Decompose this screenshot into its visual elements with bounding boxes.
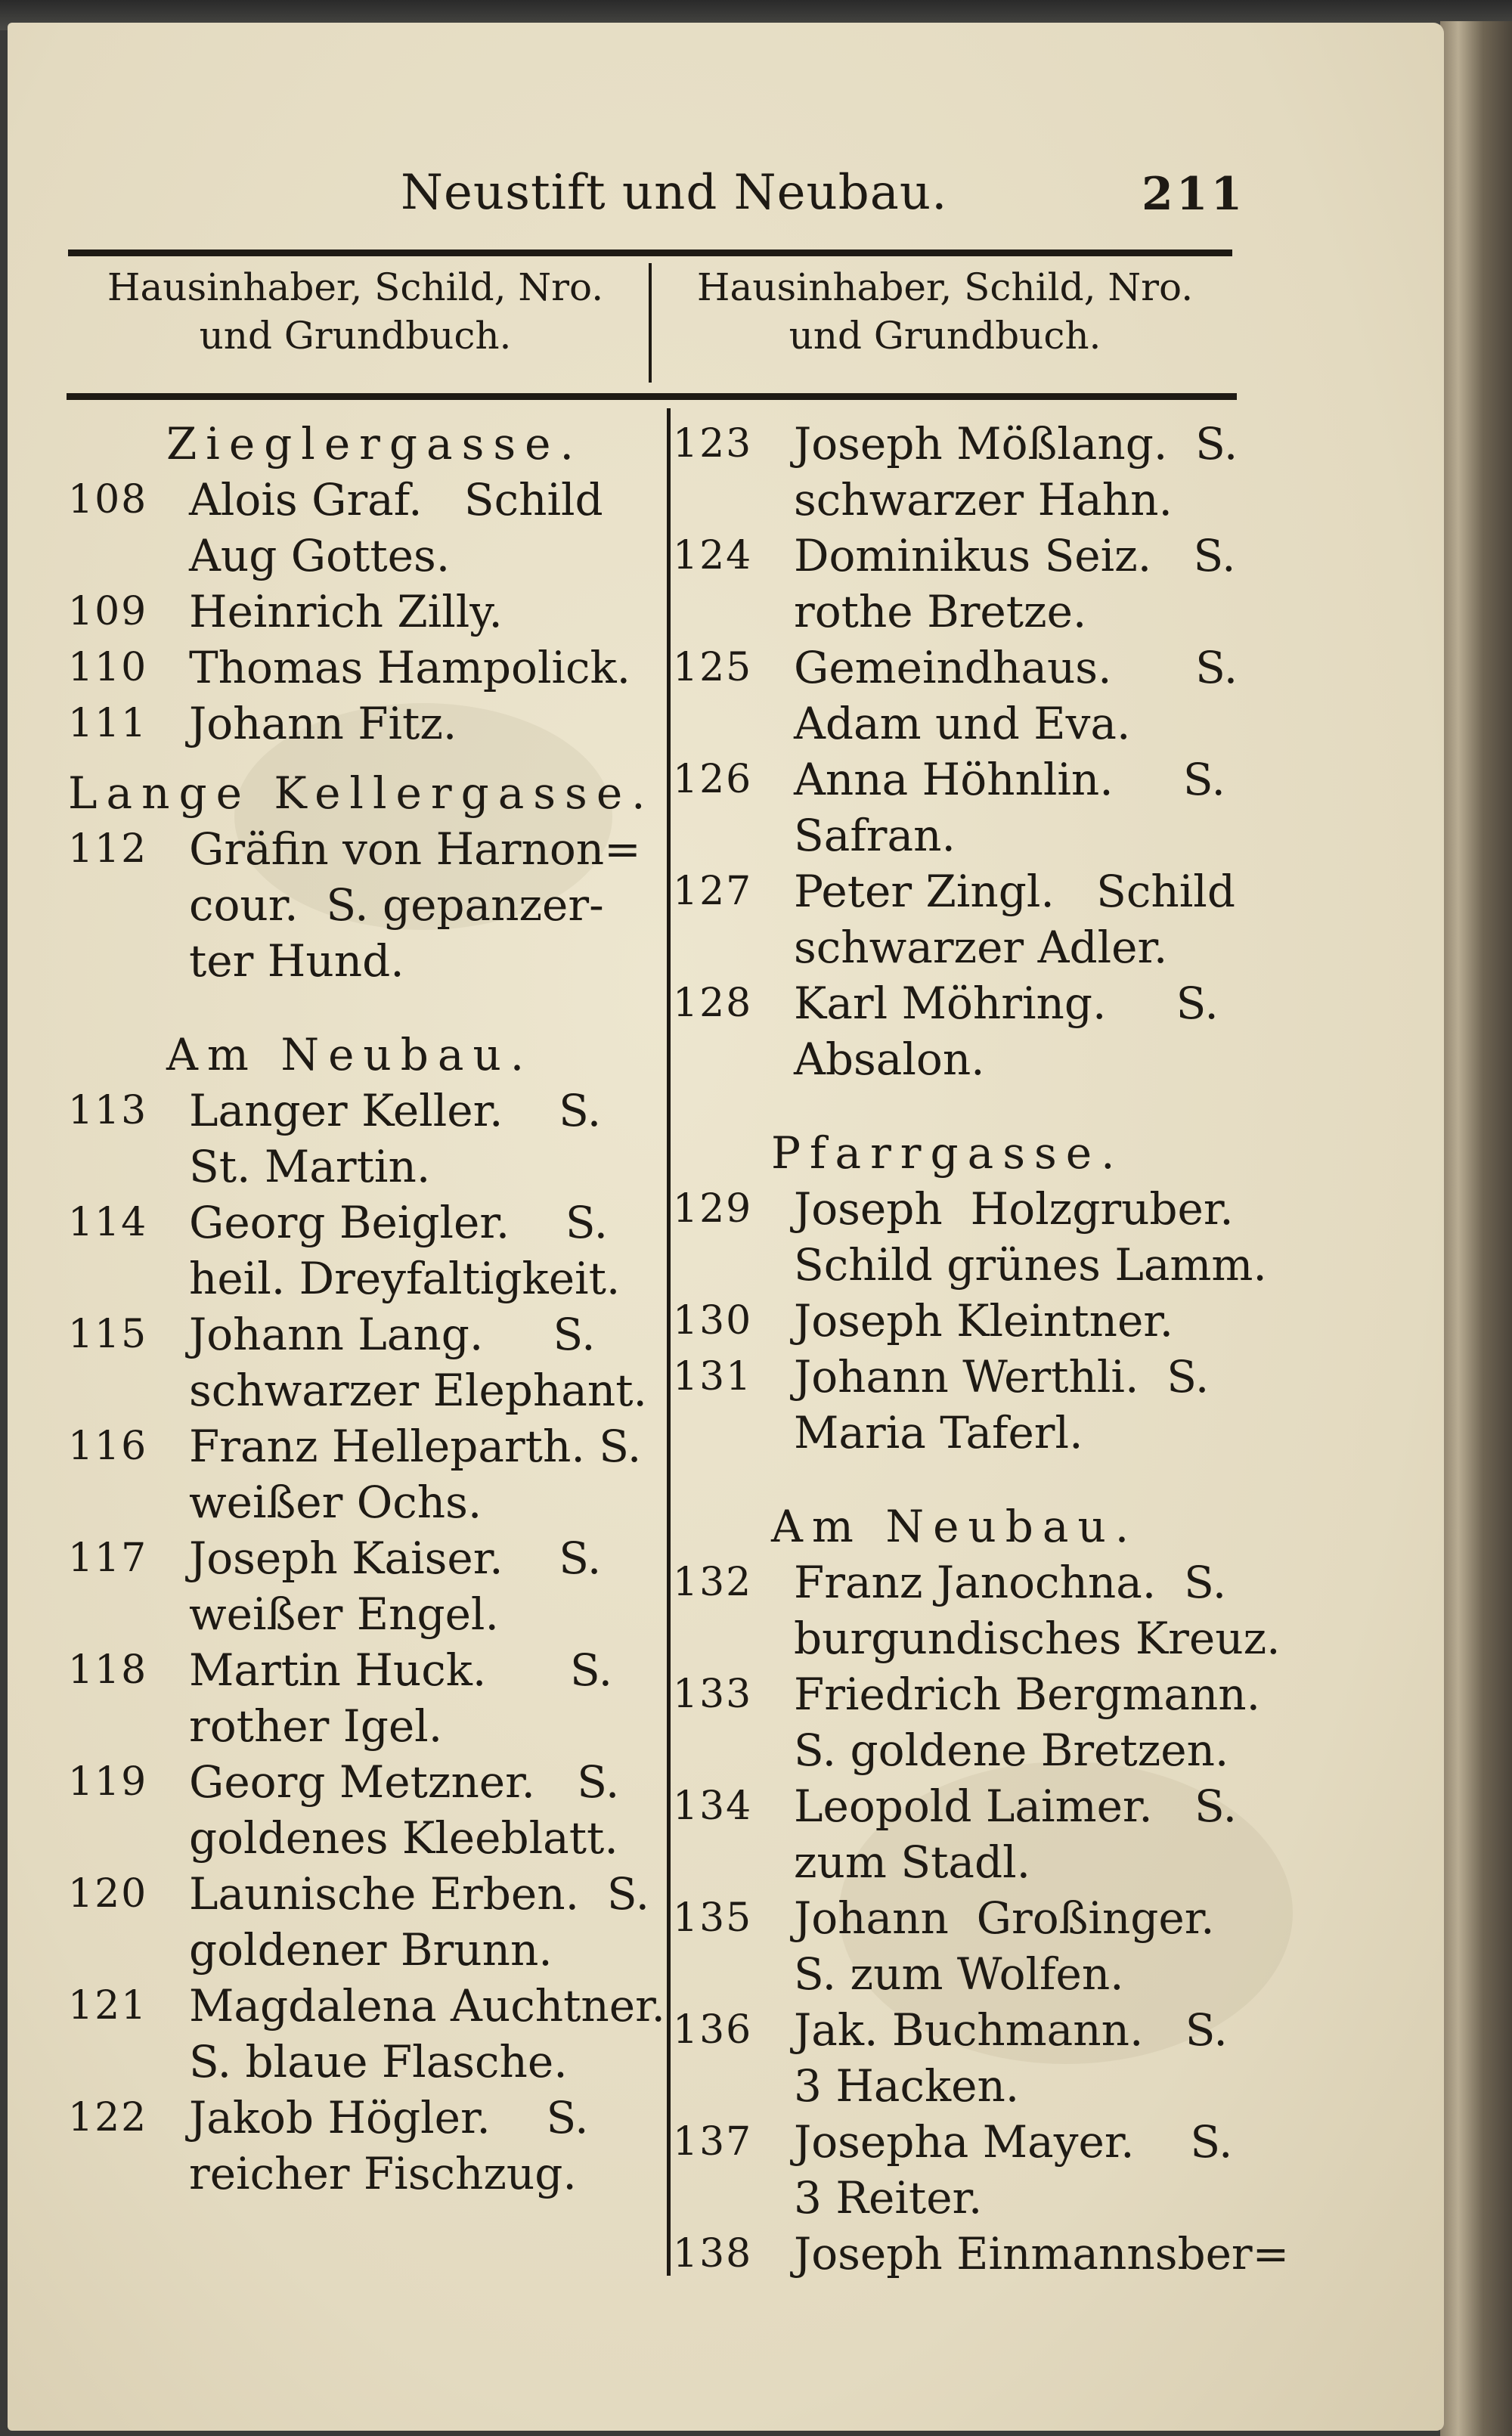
entry-line: Franz Helleparth. S. [189, 1421, 642, 1472]
house-number: 125 [673, 645, 753, 690]
house-number: 122 [68, 2095, 148, 2140]
entry-line: S. goldene Bretzen. [794, 1725, 1229, 1776]
entry-line: Anna Höhnlin. S. [794, 754, 1225, 805]
entry-line: schwarzer Hahn. [794, 474, 1173, 525]
house-entry [673, 1293, 1270, 1349]
entry-line: schwarzer Adler. [794, 922, 1168, 973]
table-header-left [68, 263, 643, 360]
section-gap [673, 1087, 1270, 1125]
house-number: 132 [673, 1560, 753, 1605]
house-number: 137 [673, 2119, 753, 2165]
section-gap [673, 1461, 1270, 1498]
column-divider [667, 408, 671, 2276]
house-entry [673, 1778, 1270, 1890]
house-entry [68, 1530, 665, 1642]
house-entry [68, 584, 665, 640]
house-number: 128 [673, 981, 753, 1026]
entry-line: schwarzer Elephant. [189, 1365, 647, 1416]
entry-line: burgundisches Kreuz. [794, 1613, 1281, 1664]
house-entry [673, 1666, 1270, 1778]
entry-line: zum Stadl. [794, 1836, 1031, 1888]
house-number: 111 [68, 701, 148, 746]
house-entry [68, 1418, 665, 1530]
entry-line: Aug Gottes. [189, 530, 451, 581]
house-number: 116 [68, 1424, 148, 1469]
table-header [68, 263, 1232, 384]
entry-line: Georg Beigler. S. [189, 1197, 609, 1248]
entry-line: Joseph Einmannsber= [794, 2228, 1290, 2279]
header-left-line-2: und Grundbuch. [199, 314, 512, 358]
house-entry [673, 640, 1270, 752]
entry-line: Schild grünes Lamm. [794, 1239, 1267, 1291]
house-entry [673, 2226, 1290, 2282]
street-heading: Pfarrgasse. [771, 1127, 1124, 1179]
entry-line: Heinrich Zilly. [189, 586, 503, 637]
entry-line: Adam und Eva. [794, 698, 1131, 749]
house-entry [68, 1866, 665, 1978]
header-left-line-1: Hausinhaber, Schild, Nro. [107, 265, 604, 309]
header-right-line-1: Hausinhaber, Schild, Nro. [696, 265, 1194, 309]
house-number: 120 [68, 1871, 148, 1917]
entry-line: rother Igel. [189, 1700, 443, 1752]
street-heading: Am Neubau. [771, 1501, 1139, 1552]
entry-line: Jakob Högler. S. [189, 2092, 589, 2143]
entry-line: Josepha Mayer. S. [794, 2116, 1233, 2168]
section-gap [68, 989, 665, 1027]
house-number: 124 [673, 533, 753, 578]
entry-line: Johann Werthli. S. [794, 1351, 1210, 1402]
house-entry [68, 1978, 665, 2090]
entry-line: Joseph Kaiser. S. [189, 1533, 602, 1584]
house-number: 117 [68, 1536, 148, 1581]
house-entry [68, 1195, 665, 1306]
entry-line: Gemeindhaus. S. [794, 642, 1238, 693]
house-number: 126 [673, 757, 753, 802]
header-column-divider [649, 263, 652, 383]
house-number: 131 [673, 1354, 753, 1399]
house-entry [673, 863, 1270, 975]
house-entry [673, 1349, 1270, 1461]
entry-line: Dominikus Seiz. S. [794, 530, 1236, 581]
house-entry [673, 1181, 1270, 1293]
entry-line: Jak. Buchmann. S. [794, 2004, 1228, 2056]
entry-line: Alois Graf. Schild [189, 474, 603, 525]
entry-line: 3 Reiter. [794, 2172, 983, 2224]
entry-line: Gräfin von Harnon= [189, 823, 641, 875]
house-entry [673, 2002, 1270, 2114]
house-number: 136 [673, 2007, 753, 2053]
house-number: 115 [68, 1312, 148, 1357]
entry-line: Johann Großinger. [794, 1892, 1215, 1944]
table-header-right [658, 263, 1232, 360]
left-column [68, 416, 665, 2202]
right-column [673, 416, 1290, 2282]
entry-line: S. blaue Flasche. [189, 2036, 568, 2087]
house-number: 129 [673, 1186, 753, 1232]
entry-line: Joseph Mößlang. S. [794, 418, 1238, 470]
entry-line: Safran. [794, 810, 956, 861]
entry-line: Martin Huck. S. [189, 1644, 613, 1696]
house-entry [673, 2114, 1270, 2226]
house-number: 108 [68, 477, 148, 522]
entry-line: Franz Janochna. S. [794, 1557, 1227, 1608]
house-entry [68, 1642, 665, 1754]
entry-line: Karl Möhring. S. [794, 978, 1219, 1029]
house-entry [673, 752, 1270, 863]
entry-line: rothe Bretze. [794, 586, 1087, 637]
entry-line: St. Martin. [189, 1141, 431, 1192]
entry-line: cour. S. gepanzer- [189, 879, 604, 931]
entry-line: Peter Zingl. Schild [794, 866, 1235, 917]
street-heading: Am Neubau. [166, 1029, 534, 1080]
entry-line: Johann Fitz. [189, 698, 457, 749]
street-heading: Lange Kellergasse. [68, 767, 655, 819]
page-number: 211 [1142, 168, 1246, 221]
entry-line: Langer Keller. S. [189, 1085, 602, 1136]
entry-line: reicher Fischzug. [189, 2148, 577, 2199]
house-number: 114 [68, 1200, 148, 1245]
entry-line: Maria Taferl. [794, 1407, 1083, 1458]
entry-line: Launische Erben. S. [189, 1868, 649, 1920]
entry-line: goldener Brunn. [189, 1924, 553, 1976]
house-number: 113 [68, 1088, 148, 1133]
book-page-edge [1440, 21, 1512, 2436]
house-entry [673, 528, 1270, 640]
house-entry [68, 640, 665, 696]
house-entry [68, 1306, 665, 1418]
house-number: 119 [68, 1759, 148, 1805]
entry-line: Joseph Holzgruber. [794, 1183, 1234, 1235]
header-rule-bottom [67, 393, 1237, 400]
entry-line: Leopold Laimer. S. [794, 1781, 1238, 1832]
entry-line: weißer Ochs. [189, 1477, 482, 1528]
book-page [8, 23, 1444, 2431]
running-title: Neustift und Neubau. [401, 165, 948, 221]
entry-line: Joseph Kleintner. [794, 1295, 1174, 1347]
entry-line: Georg Metzner. S. [189, 1756, 620, 1808]
house-number: 110 [68, 645, 148, 690]
house-number: 118 [68, 1647, 148, 1693]
section-gap [68, 752, 665, 765]
house-number: 127 [673, 869, 753, 914]
house-entry [673, 1890, 1270, 2002]
house-number: 135 [673, 1895, 753, 1941]
house-number: 123 [673, 421, 753, 466]
house-entry [68, 1754, 665, 1866]
entry-line: Magdalena Auchtner. [189, 1980, 665, 2032]
entry-line: heil. Dreyfaltigkeit. [189, 1253, 621, 1304]
entry-line: weißer Engel. [189, 1588, 499, 1640]
entry-line: Absalon. [794, 1034, 985, 1085]
house-number: 134 [673, 1784, 753, 1829]
entry-line: Thomas Hampolick. [189, 642, 631, 693]
house-number: 133 [673, 1672, 753, 1717]
house-number: 109 [68, 589, 148, 634]
entry-line: goldenes Kleeblatt. [189, 1812, 618, 1864]
header-right-line-2: und Grundbuch. [789, 314, 1101, 358]
running-head [8, 151, 1444, 234]
house-entry [68, 821, 665, 989]
house-entry [673, 1554, 1281, 1666]
house-entry [673, 416, 1270, 528]
house-entry [68, 1083, 665, 1195]
house-entry [68, 472, 665, 584]
street-heading: Zieglergasse. [166, 418, 583, 470]
entry-line: 3 Hacken. [794, 2060, 1020, 2112]
entry-line: S. zum Wolfen. [794, 1948, 1124, 2000]
entry-line: ter Hund. [189, 935, 404, 987]
house-entry [68, 696, 665, 752]
house-number: 121 [68, 1983, 148, 2028]
house-entry [68, 2090, 665, 2202]
entry-line: Johann Lang. S. [189, 1309, 596, 1360]
house-entry [673, 975, 1270, 1087]
header-rule-top [68, 249, 1232, 256]
entry-line: Friedrich Bergmann. [794, 1669, 1261, 1720]
house-number: 130 [673, 1298, 753, 1344]
house-number: 112 [68, 826, 148, 872]
house-number: 138 [673, 2231, 753, 2276]
